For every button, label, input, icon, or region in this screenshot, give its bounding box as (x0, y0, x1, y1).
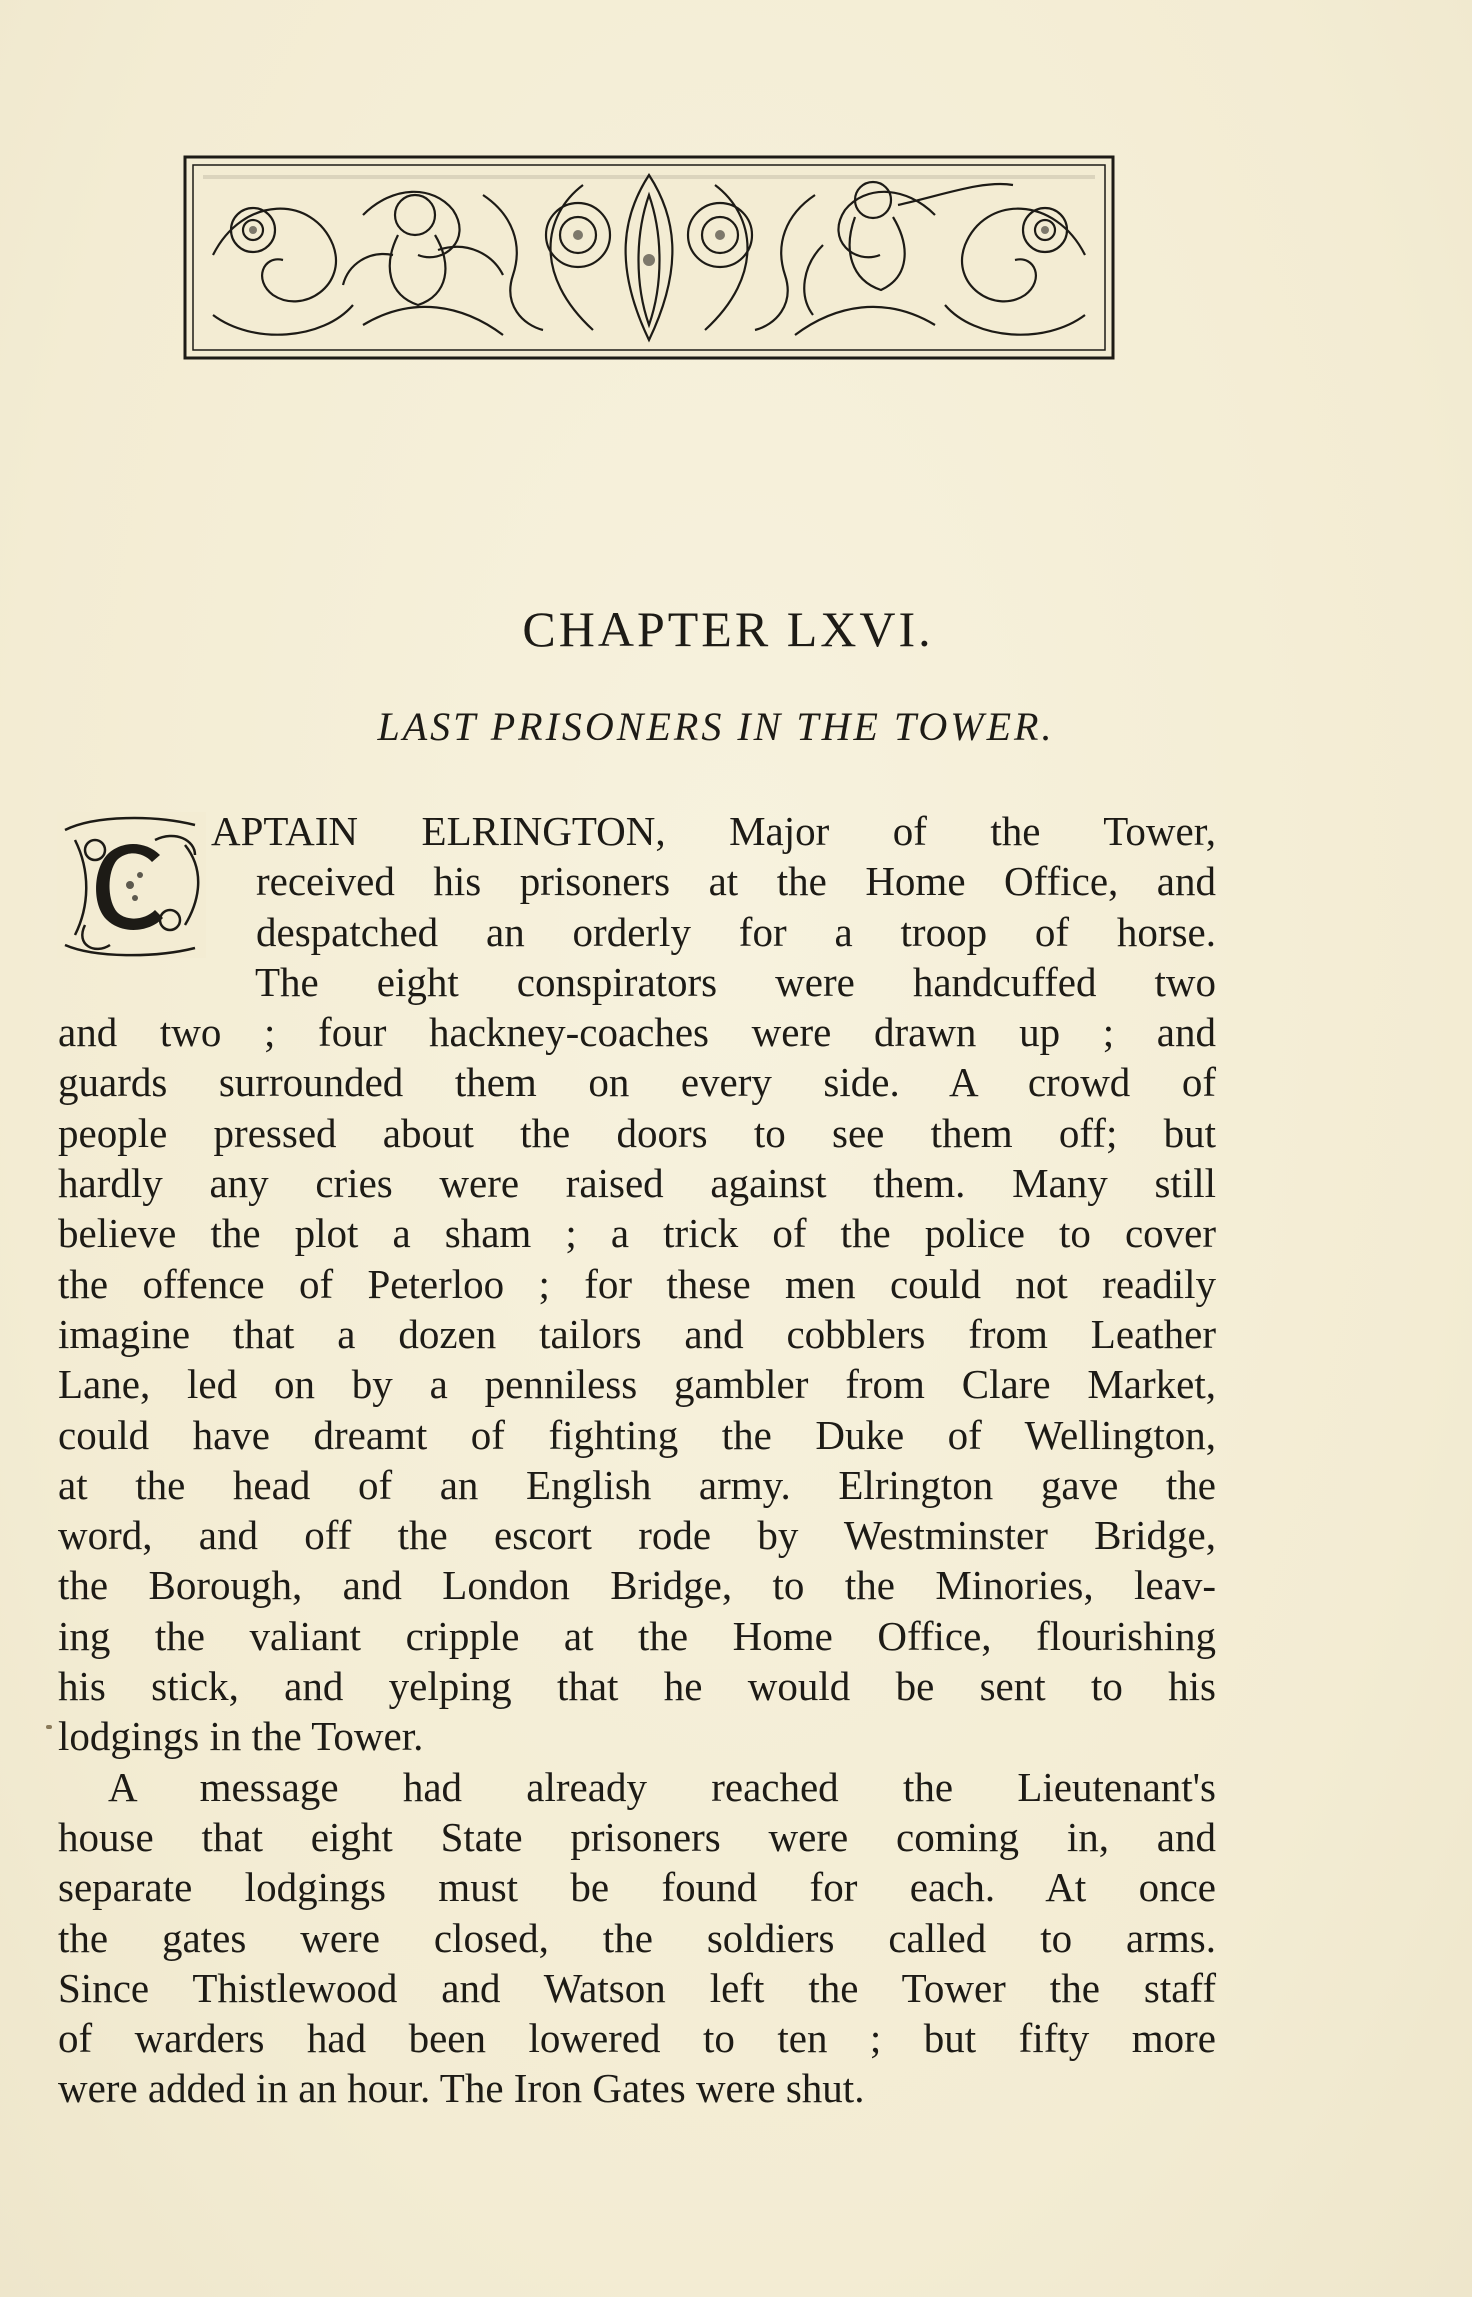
text-line: believe the plot a sham ; a trick of the police to cover (58, 1210, 1216, 1257)
text-line: house that eight State prisoners were coming in, and (58, 1813, 1216, 1860)
text-line: lodgings in the Tower. (58, 1713, 424, 1760)
text-line: A message had already reached the Lieutenant's (108, 1763, 1216, 1810)
text-line: hardly any cries were raised against them. Many still (58, 1160, 1216, 1207)
text-line: of warders had been lowered to ten ; but fifty more (58, 2015, 1216, 2062)
text-line: APTAIN ELRINGTON, Major of the Tower, (211, 808, 1216, 854)
text-line: could have dreamt of fighting the Duke of Wellington, (58, 1411, 1216, 1458)
paragraph-2 (58, 1762, 1216, 2114)
chapter-subtitle: LAST PRISONERS IN THE TOWER. (377, 704, 1055, 749)
text-line: received his prisoners at the Home Office, and (256, 858, 1216, 905)
text-line: the gates were closed, the soldiers called to arms. (58, 1914, 1216, 1961)
body-text (58, 806, 1216, 2114)
text-line: at the head of an English army. Elrington gave the (58, 1461, 1216, 1508)
text-line: imagine that a dozen tailors and cobblers from Leather (58, 1310, 1216, 1357)
margin-mark (46, 1725, 52, 1729)
text-line: separate lodgings must be found for each. At once (58, 1864, 1216, 1911)
text-line: Since Thistlewood and Watson left the Tower the staff (58, 1964, 1216, 2011)
text-line: and two ; four hackney-coaches were drawn up ; and (58, 1009, 1216, 1056)
paragraph-1 (58, 806, 1216, 1762)
text-line: the offence of Peterloo ; for these men could not readily (58, 1260, 1216, 1307)
text-line: despatched an orderly for a troop of horse. (256, 908, 1216, 955)
text-line: were added in an hour. The Iron Gates were shut. (58, 2065, 865, 2112)
text-line: Lane, led on by a penniless gambler from Clare Market, (58, 1361, 1216, 1408)
ornamental-headpiece-icon (183, 155, 1115, 360)
text-line: the Borough, and London Bridge, to the Minories, leav- (58, 1562, 1216, 1609)
text-line: his stick, and yelping that he would be sent to his (58, 1663, 1216, 1710)
text-line: ing the valiant cripple at the Home Office, flourishing (58, 1612, 1216, 1659)
text-line: The eight conspirators were handcuffed two (255, 958, 1216, 1005)
text-line: word, and off the escort rode by Westminster Bridge, (58, 1512, 1216, 1559)
text-line: guards surrounded them on every side. A crowd of (58, 1059, 1216, 1106)
chapter-title: CHAPTER LXVI. (522, 601, 934, 657)
text-line: people pressed about the doors to see them off; but (58, 1109, 1216, 1156)
